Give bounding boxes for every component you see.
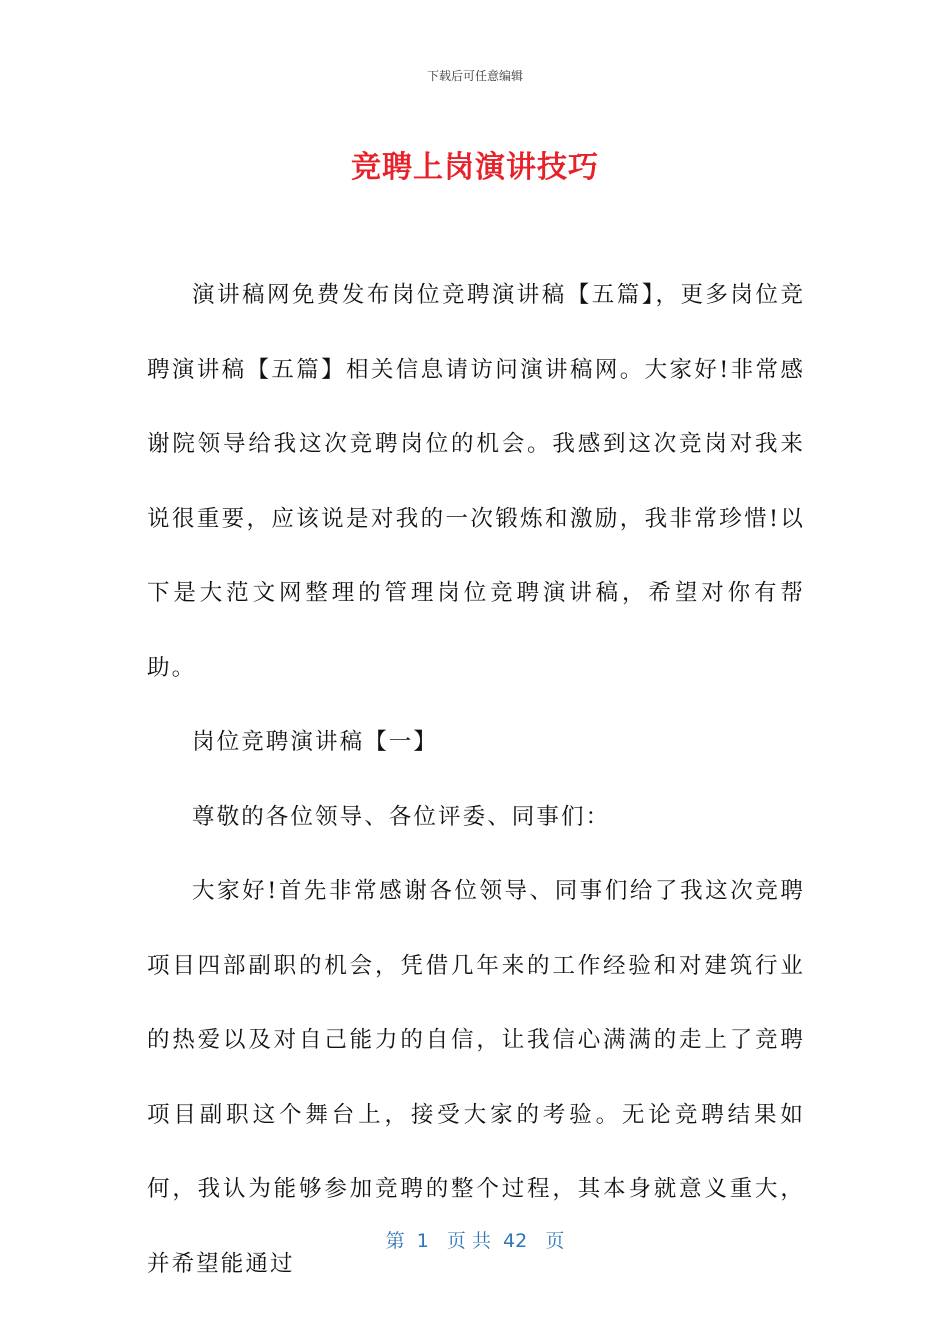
paragraph-section-heading: 岗位竞聘演讲稿【一】 bbox=[192, 729, 439, 755]
document-title: 竞聘上岗演讲技巧 bbox=[351, 150, 599, 185]
document-body bbox=[147, 258, 805, 1301]
page-number-footer: 第 1 页 共 42 页 bbox=[385, 1230, 565, 1252]
paragraph-salutation: 尊敬的各位领导、各位评委、同事们： bbox=[192, 803, 611, 830]
paragraph-speech-body: 大家好!首先非常感谢各位领导、同事们给了我这次竞聘项目四部副职的机会，凭借几年来的工作经验和对建筑行业的热爱以及对自己能力的自信，让我信心满满的走上了竞聘项目副职这个舞台上，接受大家的考验。无论竞聘结果如何，我认为能够参加竞聘的整个过程，其本身就意义重大，并希望能通过 bbox=[147, 878, 805, 1277]
paragraph-intro: 演讲稿网免费发布岗位竞聘演讲稿【五篇】，更多岗位竞聘演讲稿【五篇】相关信息请访问演讲稿网。大家好!非常感谢院领导给我这次竞聘岗位的机会。我感到这次竞岗对我来说很重要，应该说是对我的一次锻炼和激励，我非常珍惜!以下是大范文网整理的管理岗位竞聘演讲稿，希望对你有帮助。 bbox=[147, 282, 805, 681]
header-note: 下载后可任意编辑 bbox=[426, 69, 523, 83]
